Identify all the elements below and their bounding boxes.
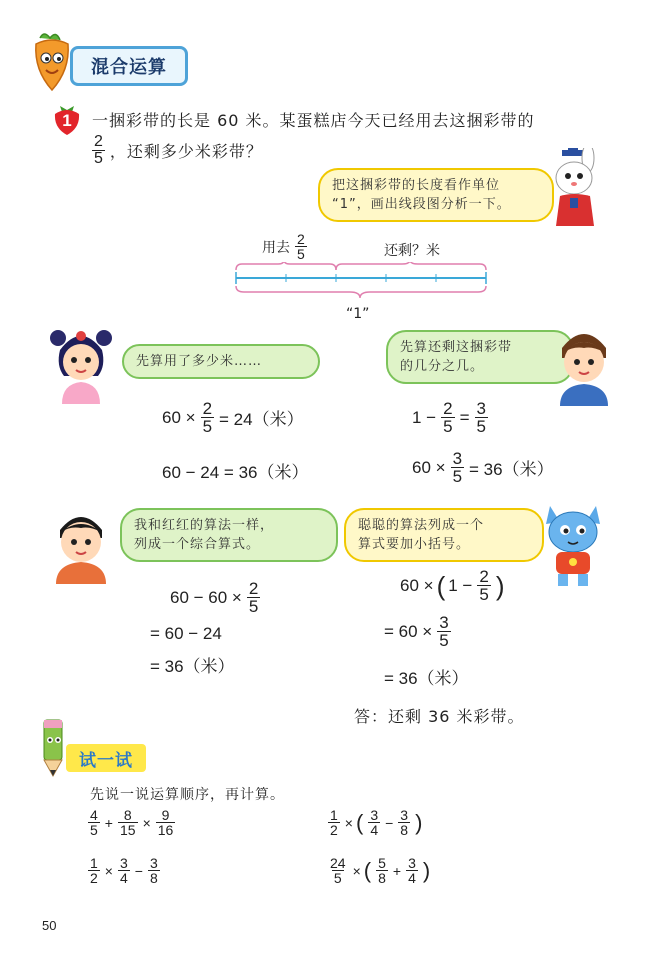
combined-left-line2: = 60 − 24	[150, 624, 222, 643]
rabbit-character-icon	[548, 148, 610, 230]
combined-right-line3: = 36（米）	[384, 669, 469, 688]
left-calc-line1: 60 × $\frac{2}{5}$ = 24（米）	[162, 399, 304, 436]
exercise-2: $\frac{1}{2}$ × $\frac{3}{4}$ − $\frac{3}{8}$	[90, 855, 158, 886]
boy2-character-icon	[48, 500, 114, 584]
boy2-speech-bubble: 我和红红的算法一样， 列成一个综合算式。	[120, 508, 338, 562]
exercise-1: $\frac{4}{5}$ + $\frac{8}{15}$ × $\frac{9}{16}$	[90, 807, 174, 838]
try-title-badge	[66, 744, 146, 772]
combined-left-line3: = 36（米）	[150, 657, 235, 676]
section-title: 混合运算	[91, 57, 167, 78]
boy-speech-bubble: 先算还剩这捆彩带 的几分之几。	[386, 330, 574, 384]
try-instruction: 先说一说运算顺序，再计算。	[90, 787, 285, 803]
problem-text-line1: 一捆彩带的长是 60 米。某蛋糕店今天已经用去这捆彩带的	[92, 111, 535, 130]
left-calc-line2: 60 − 24 = 36（米）	[162, 463, 309, 482]
line-segment-diagram	[230, 262, 490, 306]
cat-speech-bubble: 聪聪的算法列成一个 算式要加小括号。	[344, 508, 544, 562]
exercise-4: $\frac{24}{5}$ × ( $\frac{5}{8}$ + $\frac{3}{4}$ )	[330, 855, 431, 886]
exercise-3: $\frac{1}{2}$ × ( $\frac{3}{4}$ − $\frac{3}{8}$ )	[330, 807, 423, 838]
right-calc-line2: 60 × $\frac{3}{5}$ = 36（米）	[412, 449, 554, 486]
combined-right-line2: = 60 × $\frac{3}{5}$	[384, 613, 449, 650]
girl-character-icon	[48, 318, 114, 406]
combined-left-line1: 60 − 60 × $\frac{2}{5}$	[170, 579, 259, 616]
section-title-badge	[70, 46, 188, 86]
page-number: 50	[42, 918, 57, 933]
girl-speech-bubble: 先算用了多少米……	[122, 344, 320, 379]
combined-right-line1: 60 × ( 1 − $\frac{2}{5}$ )	[400, 567, 505, 604]
fraction: $\frac{2}{5}$	[94, 133, 103, 167]
cat-character-icon	[540, 496, 606, 588]
carrot-mascot-icon	[30, 30, 74, 92]
try-title: 试一试	[79, 750, 133, 771]
boy-character-icon	[552, 318, 616, 406]
used-label: 用去 $\frac{2}{5}$	[262, 231, 305, 262]
answer-text: 答：还剩 36 米彩带。	[354, 707, 525, 726]
remain-label: 还剩？米	[384, 243, 440, 259]
strawberry-number-icon	[52, 102, 82, 136]
problem-text-line2: $\frac{2}{5}$ ，还剩多少米彩带？	[94, 133, 263, 167]
unit-one-label: “1”	[346, 306, 370, 322]
right-calc-line1: 1 − $\frac{2}{5}$ = $\frac{3}{5}$	[412, 399, 486, 436]
hint-speech-bubble: 把这捆彩带的长度看作单位 “1”，画出线段图分析一下。	[318, 168, 554, 222]
problem-number: 1	[62, 111, 72, 130]
